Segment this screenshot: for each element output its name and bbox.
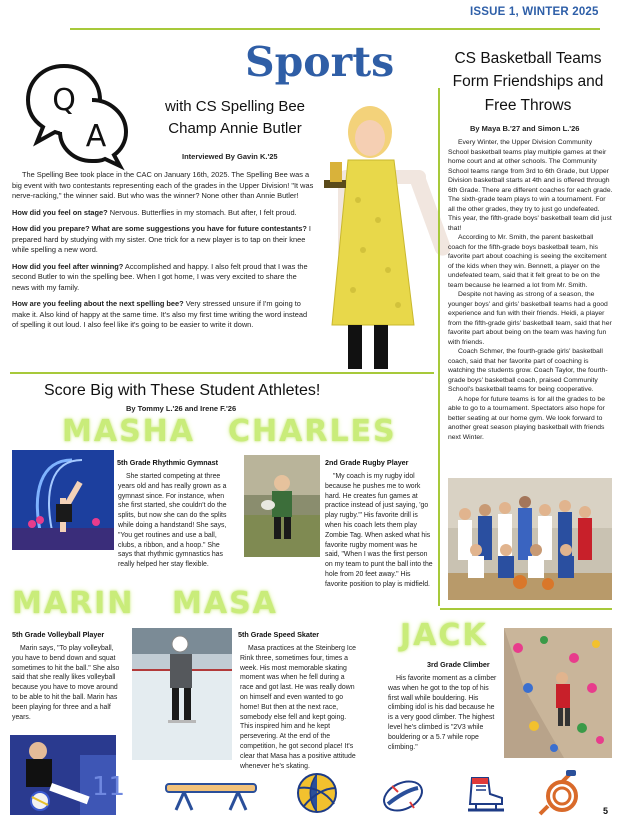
qa-item-1 bbox=[12, 208, 314, 219]
qa-answer-1: Nervous. Butterflies in my stomach. But after, I felt proud. bbox=[107, 207, 297, 217]
basketball-para-4: Coach Schmer, the fourth-grade girls' basketball coach, said that her favorite part of coaching is watching the students grow. Coach Taylor, the fourth-grade boys' basketball coach, praised Community School's basketball teams for being cooperative. bbox=[448, 348, 608, 394]
qa-question-4: How are you feeling about the next spelling bee? bbox=[12, 299, 184, 309]
qa-question-1: How did you feel on stage? bbox=[12, 207, 108, 217]
marin-name: MARIN bbox=[12, 586, 135, 621]
basketball-title-line1: CS Basketball Teams bbox=[454, 50, 602, 67]
qa-letter-a: A bbox=[85, 119, 107, 154]
jack-text: His favorite moment as a climber was when he got to the top of his first wall while bouldering. His climbing idol is his dad because he is a very good climber. The highest level he's climbed is "2V3 while bouldering or a 5.7 while rope climbing." bbox=[388, 675, 497, 751]
charles-text: "My coach is my rugby idol because he pushes me to work hard. He creates fun games at practice instead of just saying, 'go play rugby.'" His favorite drill is when his coach lets them play Zombie Tag. When asked what his favorite rugby moment was he said, "When I was the first person on my team to punt the ball into the hole from 20 feet away." His favorite position to play is midfield. bbox=[325, 473, 433, 588]
qa-byline: Interviewed By Gavin K.'25 bbox=[182, 152, 278, 161]
basketball-title-line2: Form Friendships and bbox=[452, 73, 604, 91]
jack-name: JACK bbox=[400, 618, 488, 653]
jack-photo bbox=[504, 628, 612, 758]
annie-butler-photo bbox=[318, 100, 438, 375]
qa-answer-2: I prepared hard by studying with my sister. One trick for a new player is to tap on their knee while spelling a new word. bbox=[12, 224, 311, 255]
section-divider-right bbox=[440, 608, 612, 610]
athletes-title: Score Big with These Student Athletes! bbox=[44, 382, 321, 399]
qa-question-2: How did you prepare? What are some suggestions you have for future contestants? bbox=[12, 224, 307, 234]
column-divider bbox=[438, 88, 440, 606]
basketball-team-photo bbox=[448, 478, 612, 600]
volleyball-icon bbox=[296, 772, 338, 814]
qa-body bbox=[12, 170, 314, 337]
marin-text: Marin says, "To play volleyball, you have to bend down and squat sometimes to hit the ball." She also said that she really likes volleyball because you have to move around to be able to hit the ball. Marin has been playing for three and a half years. bbox=[12, 645, 120, 721]
qa-title-line1: with CS Spelling Bee bbox=[164, 98, 306, 115]
header-rule bbox=[70, 28, 600, 30]
masha-photo bbox=[12, 450, 114, 550]
basketball-para-2: According to Mr. Smith, the parent basketball coach for the fifth-grade boys basketball team, his favorite part about coaching is seeing the excitement of the kids when they win. Bennett, a player on the undefeated team, said that it felt great to be on the team because he learned a lot from Mr. Smith. bbox=[448, 234, 607, 289]
issue-label: ISSUE 1, WINTER 2025 bbox=[470, 6, 599, 18]
jack-subhead: 3rd Grade Climber bbox=[427, 660, 490, 669]
basketball-title-line3: Free Throws bbox=[484, 96, 572, 114]
basketball-body bbox=[448, 138, 613, 443]
qa-title bbox=[140, 96, 330, 140]
masa-text: Masa practices at the Steinberg Ice Rink three, sometimes four, times a week. His most memorable skating moment was when he fell during a race and got last. He was really down on himself and even wanted to go home! But then at the next race, somebody else fell and kept going. This inspired him and he kept persevering. At the end of the competition, he got second place! It's clear that Masa has a positive attitude whenever he's skating. bbox=[240, 645, 357, 770]
masa-subhead: 5th Grade Speed Skater bbox=[238, 630, 320, 639]
qa-item-4 bbox=[12, 299, 314, 331]
masha-name: MASHA bbox=[62, 414, 196, 449]
masa-name: MASA bbox=[172, 586, 278, 621]
climbing-rope-icon bbox=[536, 770, 586, 818]
athletes-byline: By Tommy L.'26 and Irene F.'26 bbox=[126, 404, 237, 413]
basketball-para-3: Despite not having as strong of a season, the younger boys' and girls' basketball teams had a good experience and fun with their friends. Heidi, a player from the fifth-grade girls' basketball team, said that her favorite part about being on the team was having fun with friends. bbox=[448, 291, 612, 346]
qa-speech-bubbles-icon bbox=[22, 60, 134, 168]
svg-text:11: 11 bbox=[92, 772, 126, 802]
section-divider-left bbox=[10, 372, 434, 374]
page-number: 5 bbox=[602, 806, 608, 816]
qa-question-3: How did you feel after winning? bbox=[12, 261, 124, 271]
charles-subhead: 2nd Grade Rugby Player bbox=[325, 458, 409, 467]
masha-subhead: 5th Grade Rhythmic Gymnast bbox=[117, 458, 219, 467]
qa-item-2 bbox=[12, 224, 314, 256]
basketball-byline: By Maya B.'27 and Simon L.'26 bbox=[470, 124, 580, 133]
qa-answer-4: Very stressed unsure if I'm going to make it. Also kind of happy at the same time. It's also my first time writing the word instead of spelling it out loud. I also feel like it's going to be easier to write it down. bbox=[12, 299, 308, 330]
balance-beam-icon bbox=[162, 780, 260, 814]
qa-intro: The Spelling Bee took place in the CAC on January 16th, 2025. The Spelling Bee was a big event with two contestants representing each of the grades in the Upper Division! "It was nerve-racking," the winner said. But who was the winner? None other than Annie Butler! bbox=[12, 170, 314, 201]
ice-skate-icon bbox=[462, 774, 508, 816]
masha-text: She started competing at three years old and has really grown as a gymnast since. For instance, when she first started, she couldn't do the splits, but now she can do the splits while doing a handstand! She says, "You get routines and use a ball, clubs, a ribbon, and a hoop." She says that rhythmic gymnastics has really helped her stay flexible. bbox=[118, 473, 227, 569]
qa-answer-3: Accomplished and happy. I also felt proud that I was the second Butler to win the spelling bee. When I got home, I was very excited to share the news with my family. bbox=[12, 261, 308, 292]
basketball-para-5: A hope for future teams is for all the grades to be able to go to a tournament. Spectators also hope for better seating at our home gym. We look forward to another great season playing basketball with friends next Winter. bbox=[448, 395, 605, 441]
qa-item-3 bbox=[12, 262, 314, 294]
charles-photo bbox=[244, 455, 320, 557]
marin-photo bbox=[10, 735, 126, 815]
section-title: Sports bbox=[245, 38, 395, 86]
marin-subhead: 5th Grade Volleyball Player bbox=[12, 630, 105, 639]
basketball-title bbox=[448, 47, 608, 117]
rugby-ball-icon bbox=[380, 776, 426, 816]
qa-letter-q: Q bbox=[52, 83, 76, 118]
charles-name: CHARLES bbox=[228, 414, 397, 449]
qa-title-line2: Champ Annie Butler bbox=[168, 119, 302, 137]
basketball-para-1: Every Winter, the Upper Division Community School basketball teams play multiple games at their home court and at other schools. The Community School teams range from 3rd to 6th Grade, but Upper Division basketball starts at 4th and is offered through 6th Grade. There are different coaches for each grade. The sixth-grade team plays to win a tournament. For all the other grades, they try to just go undefeated. This year, the fifth-grade boys' basketball team did just that! bbox=[448, 139, 613, 232]
masa-photo bbox=[132, 628, 232, 760]
